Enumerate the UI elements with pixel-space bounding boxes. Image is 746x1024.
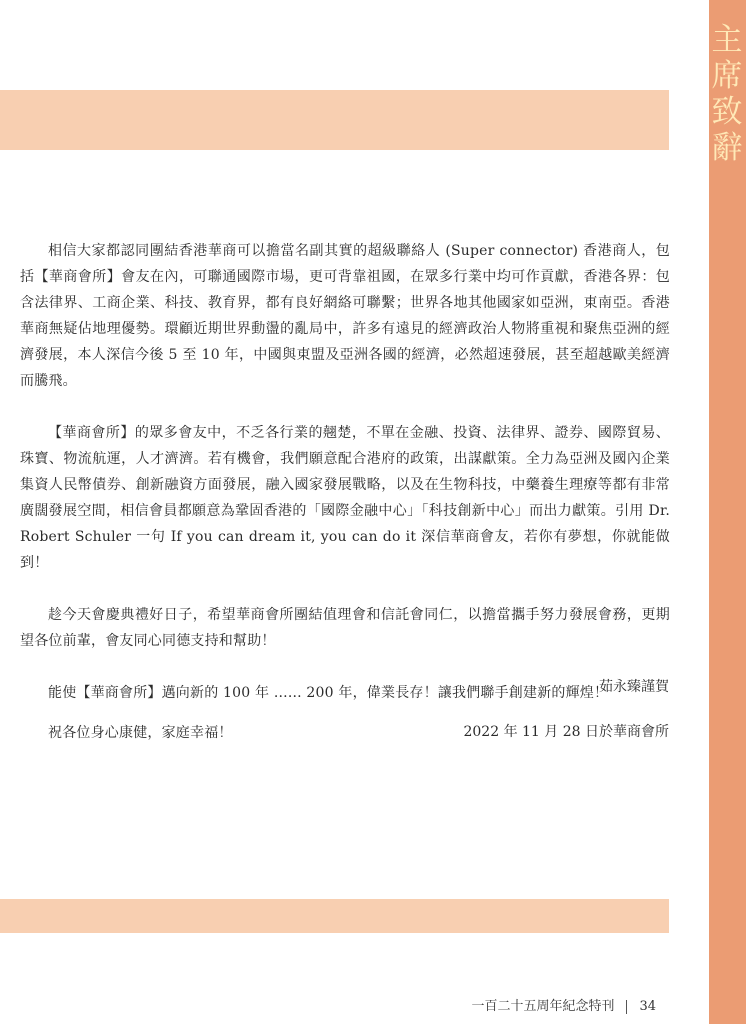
signature: 茹永臻謹賀 [599, 679, 669, 695]
speech-body [20, 238, 670, 772]
section-title-char: 致 [711, 94, 743, 130]
footer-divider [626, 1000, 627, 1014]
paragraph-4: 能使【華商會所】邁向新的 100 年 ...... 200 年，偉業長存！讓我們聯手創建新的輝煌！ [48, 685, 609, 701]
top-decorative-band [0, 90, 669, 150]
paragraph-5: 祝各位身心康健，家庭幸福！ [48, 725, 233, 741]
section-title [708, 22, 746, 166]
paragraph-2: 【華商會所】的眾多會友中，不乏各行業的翹楚，不單在金融、投資、法律界、證券、國際貿易、珠寶、物流航運，人才濟濟。若有機會，我們願意配合港府的政策，出謀獻策。全力為亞洲及國內企業集資人民幣債券、創新融資方面發展，融入國家發展戰略，以及在生物科技，中藥養生理療等都有非常廣闊發展空間，相信會員都願意為鞏固香港的「國際金融中心」「科技創新中心」而出力獻策。引用 Dr. Robert Schuler 一句 If you can dream it, you can do it 深信華商會友，若你有夢想，你就能做到！ [20, 425, 670, 571]
paragraph-3: 趁今天會慶典禮好日子，希望華商會所團結值理會和信託會同仁，以擔當攜手努力發展會務，更期望各位前輩，會友同心同德支持和幫助！ [20, 607, 670, 649]
section-title-char: 席 [711, 58, 743, 94]
bottom-decorative-band [0, 899, 669, 933]
section-title-char: 主 [711, 22, 743, 58]
page-number: 34 [639, 999, 656, 1014]
section-title-char: 辭 [711, 130, 743, 166]
paragraph-1: 相信大家都認同團結香港華商可以擔當名副其實的超級聯絡人 (Super connector) 香港商人，包括【華商會所】會友在內，可聯通國際市場，更可背靠祖國，在眾多行業中均可作貢獻，香港各界：包含法律界、工商企業、科技、教育界，都有良好網絡可聯繫；世界各地其他國家如亞洲，東南亞。香港華商無疑佔地理優勢。環顧近期世界動盪的亂局中，許多有遠見的經濟政治人物將重視和聚焦亞洲的經濟發展，本人深信今後 5 至 10 年，中國與東盟及亞洲各國的經濟，必然超速發展，甚至超越歐美經濟而騰飛。 [20, 243, 670, 389]
page-footer [471, 998, 656, 1016]
date-line: 2022 年 11 月 28 日於華商會所 [463, 724, 669, 740]
publication-title: 一百二十五周年紀念特刊 [471, 999, 615, 1014]
